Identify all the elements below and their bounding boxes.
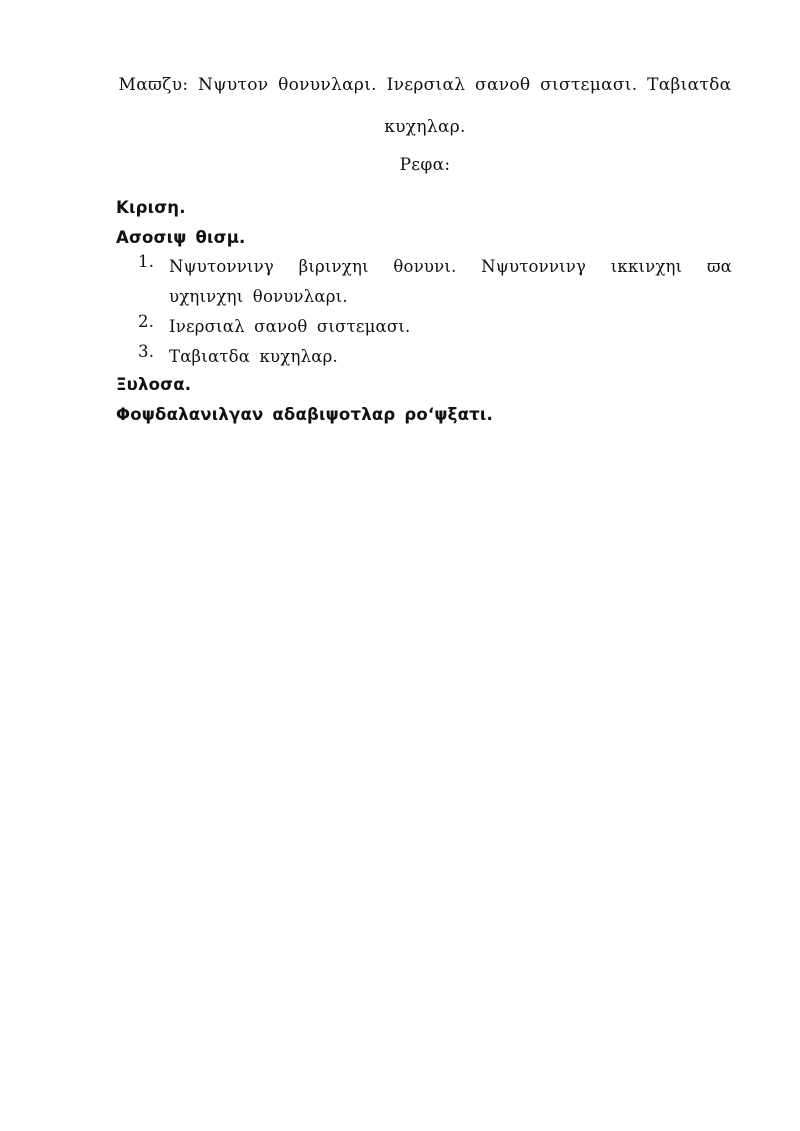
list-item-number: 1.	[138, 252, 155, 271]
section-heading-conclusion: Ξυλοσα.	[116, 375, 192, 394]
list-item	[138, 312, 732, 342]
list-item-number: 3.	[138, 342, 155, 361]
title-line-2: κυχηλαρ.	[384, 117, 466, 137]
list-item-text: Ταβιατδα κυχηλαρ.	[169, 347, 338, 366]
list-item-text: Ινερσιαλ σανοθ σιστεμασι.	[169, 317, 411, 336]
title-line-1: Μαϖζυ: Νψυτον θονυνλαρι. Ινερσιαλ σανοθ σιστεμασι. Ταβιατδα	[118, 75, 732, 95]
section-heading-introduction: Κιριση.	[116, 198, 186, 217]
list-item	[138, 252, 732, 312]
list-item-text: Νψυτοννινγ βιρινχηι θονυνι. Νψυτοννινγ ικκινχηι ϖα υχηινχηι θονυνλαρι.	[169, 257, 732, 306]
section-heading-references: Φοψδαλανιλγαν αδαβιψοτλαρ ρο‘ψξατι.	[116, 405, 493, 424]
list-item	[138, 342, 732, 372]
section-heading-main-part: Ασοσιψ θισμ.	[116, 228, 246, 247]
list-item-number: 2.	[138, 312, 155, 331]
plan-heading: Ρεφα:	[399, 155, 451, 175]
